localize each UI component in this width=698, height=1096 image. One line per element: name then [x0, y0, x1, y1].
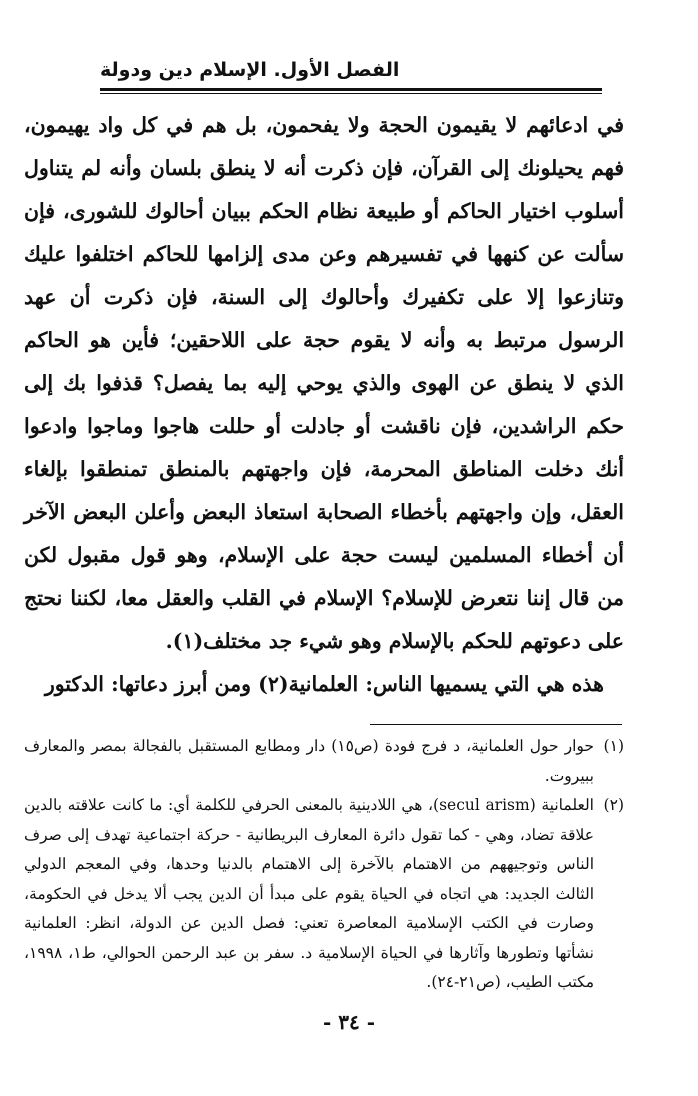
footnote-rule [370, 724, 622, 725]
footnote-number: (٢) [603, 796, 624, 814]
main-text [24, 104, 624, 706]
header-rule-thin [100, 93, 602, 94]
text-line: الصحابة استعاذ البعض وأعلن البعض الآخر أن أخطاء المسلمين ليست [24, 500, 624, 567]
footnotes [24, 732, 624, 998]
footnote-1 [24, 732, 624, 791]
text-line: الهوى والذي يوحي إليه بما يفصل؟ قذفوا بك إلى حكم الراشدين، فإن [24, 371, 625, 438]
text-line: ناقشت أو جادلت أو حللت هاجوا وماجوا وادعوا أنك دخلت المناطق [24, 414, 624, 481]
text-line: حجة على الإسلام، وهو قول مقبول لكن من قال إننا نتعرض للإسلام؟ [24, 543, 624, 610]
footnote-text: العلمانية (secul arism)، هي اللادينية بالمعنى الحرفي للكلمة أي: ما كانت علاقته بالدين علاقة تضاد، وهي - كما تقول دائرة المعارف البريطانية - حركة اجتماعية تهدف إلى صرف الناس وتوجيههم من الاهتمام بالآخرة إلى الاهتمام بالدنيا وحدها، وفي المعجم الدولي الثالث الجديد: هي اتجاه في الحياة يقوم على مبدأ أن الدين يجب ألا يدخل في الحكومة، وصارت في الكتب الإسلامية المعاصرة تعني: فصل الدين عن الدولة، انظر: العلمانية نشأتها وتطورها وآثارها في الحياة الإسلامية د. سفر بن عبد الرحمن الحوالي، ط١، ١٩٩٨، مكتب الطيب، (ص٢١-٢٤). [24, 796, 594, 991]
text-line: وأنه لا يقوم حجة على اللاحقين؛ فأين هو الحاكم الذي لا ينطق عن [24, 328, 625, 395]
text-line: يحيلونك إلى القرآن، فإن ذكرت أنه لا ينطق بلسان وأنه لم يتناول أسلوب [24, 156, 624, 223]
page-number: - ٣٤ - [322, 1010, 375, 1034]
footnote-number: (١) [603, 737, 624, 755]
footnote-2 [24, 791, 624, 998]
header-rule-thick [100, 88, 602, 91]
text-line: الإسلام في القلب والعقل معا، لكننا نحتج على دعوتهم للحكم بالإسلام [24, 586, 624, 653]
footnote-text: حوار حول العلمانية، د فرج فودة (ص١٥) دار ومطابع المستقبل بالفجالة بمصر والمعارف ببيروت. [24, 737, 594, 785]
text-line: المحرمة، فإن واجهتهم بالمنطق تمنطقوا بإلغاء العقل، وإن واجهتهم بأخطاء [24, 457, 624, 524]
paragraph-2: هذه هي التي يسميها الناس: العلمانية(٢) ومن أبرز دعاتها: الدكتور [44, 672, 604, 696]
text-line: اختيار الحاكم أو طبيعة نظام الحكم ببيان أحالوك للشورى، فإن سألت عن [24, 199, 624, 266]
text-line: في ادعائهم لا يقيمون الحجة ولا يفحمون، بل هم في كل واد يهيمون، فهم [24, 113, 625, 180]
running-header: الفصل الأول. الإسلام دين ودولة [100, 59, 400, 81]
text-line: كنهها في تفسيرهم وعن مدى إلزامها للحاكم اختلفوا عليك وتنازعوا إلا [24, 242, 625, 309]
text-line: وهو شيء جد مختلف(١). [165, 629, 382, 653]
paragraph-1 [24, 104, 624, 663]
text-line: على تكفيرك وأحالوك إلى السنة، فإن ذكرت أن عهد الرسول مرتبط به [24, 285, 625, 352]
